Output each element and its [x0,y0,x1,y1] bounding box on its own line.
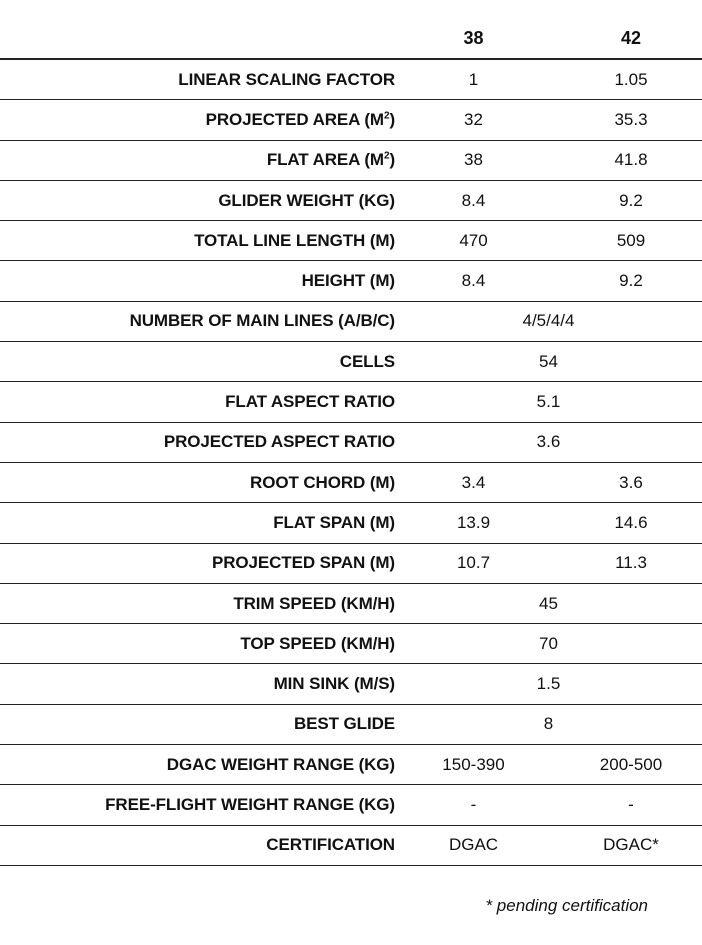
table-row [0,664,702,704]
shared-value-cell: 3.6 [536,432,561,452]
table-row [0,100,702,140]
row-label: MIN SINK (M/S) [273,674,395,694]
footnote: * pending certification [485,896,648,915]
value-cell-38: 38 [464,150,483,170]
value-cell-38: 10.7 [456,553,491,573]
row-label: GLIDER WEIGHT (KG) [218,190,395,210]
shared-value-cell: 70 [539,633,558,653]
value-cell-38: 13.9 [456,512,491,532]
value-cell-38: 8.4 [461,190,486,210]
value-cell-42: - [628,794,634,814]
shared-value-cell: 45 [539,593,558,613]
value-cell-42: 509 [616,230,646,250]
row-label: NUMBER OF MAIN LINES (A/B/C) [129,311,395,331]
table-row [0,503,702,543]
row-label: LINEAR SCALING FACTOR [178,69,395,89]
table-row [0,261,702,301]
header-size-38: 38 [463,27,484,48]
value-cell-42: 14.6 [614,512,648,532]
value-cell-38: 32 [464,109,483,129]
table-row [0,221,702,261]
table-row [0,423,702,463]
value-cell-38: 3.4 [461,472,486,492]
table-row [0,584,702,624]
shared-value-cell: 4/5/4/4 [522,311,575,331]
table-row [0,624,702,664]
shared-value-cell: 54 [539,351,558,371]
shared-value-cell: 1.5 [536,674,561,694]
row-label: FLAT SPAN (M) [273,512,395,532]
value-cell-42: 41.8 [614,150,648,170]
table-row [0,382,702,422]
row-label: PROJECTED ASPECT RATIO [163,432,395,452]
row-label: DGAC WEIGHT RANGE (KG) [166,754,395,774]
table-body [0,60,702,866]
table-row [0,302,702,342]
value-cell-42: 1.05 [614,69,648,89]
table-row [0,60,702,100]
value-cell-38: DGAC [448,835,499,855]
value-cell-42: 35.3 [614,109,648,129]
value-cell-42: DGAC* [603,835,659,855]
table-row [0,342,702,382]
value-cell-38: 470 [459,230,488,250]
row-label: ROOT CHORD (M) [250,472,395,492]
value-cell-42: 9.2 [619,190,643,210]
table-row [0,705,702,745]
row-label: BEST GLIDE [293,714,395,734]
row-label: FLAT AREA $(M^2)$ [266,150,395,170]
table-row [0,745,702,785]
value-cell-42: 9.2 [619,271,643,291]
row-label: TOTAL LINE LENGTH (M) [194,230,395,250]
row-label: CELLS [339,351,395,371]
value-cell-38: 150-390 [442,754,505,774]
table-row [0,181,702,221]
table-row [0,544,702,584]
value-cell-42: 11.3 [615,553,647,573]
shared-value-cell: 8 [543,714,554,734]
row-label: CERTIFICATION [266,835,395,855]
table-row [0,141,702,181]
value-cell-38: 1 [468,69,479,89]
value-cell-42: 3.6 [619,472,643,492]
row-label: TRIM SPEED (KM/H) [233,593,395,613]
table-row [0,463,702,503]
row-label: HEIGHT (M) [301,271,395,291]
shared-value-cell: 5.1 [536,392,561,412]
row-label: PROJECTED AREA $(M^2)$ [205,109,395,129]
value-cell-38: 8.4 [461,271,486,291]
value-cell-42: 200-500 [599,754,663,774]
table-row [0,785,702,825]
row-label: PROJECTED SPAN (M) [211,553,395,573]
row-label: TOP SPEED (KM/H) [240,633,395,653]
value-cell-38: - [470,794,477,814]
table-header [0,18,702,60]
spec-table [0,18,702,866]
row-label: FREE-FLIGHT WEIGHT RANGE (KG) [105,794,395,814]
table-row [0,826,702,866]
header-size-42: 42 [620,27,642,48]
row-label: FLAT ASPECT RATIO [225,392,395,412]
